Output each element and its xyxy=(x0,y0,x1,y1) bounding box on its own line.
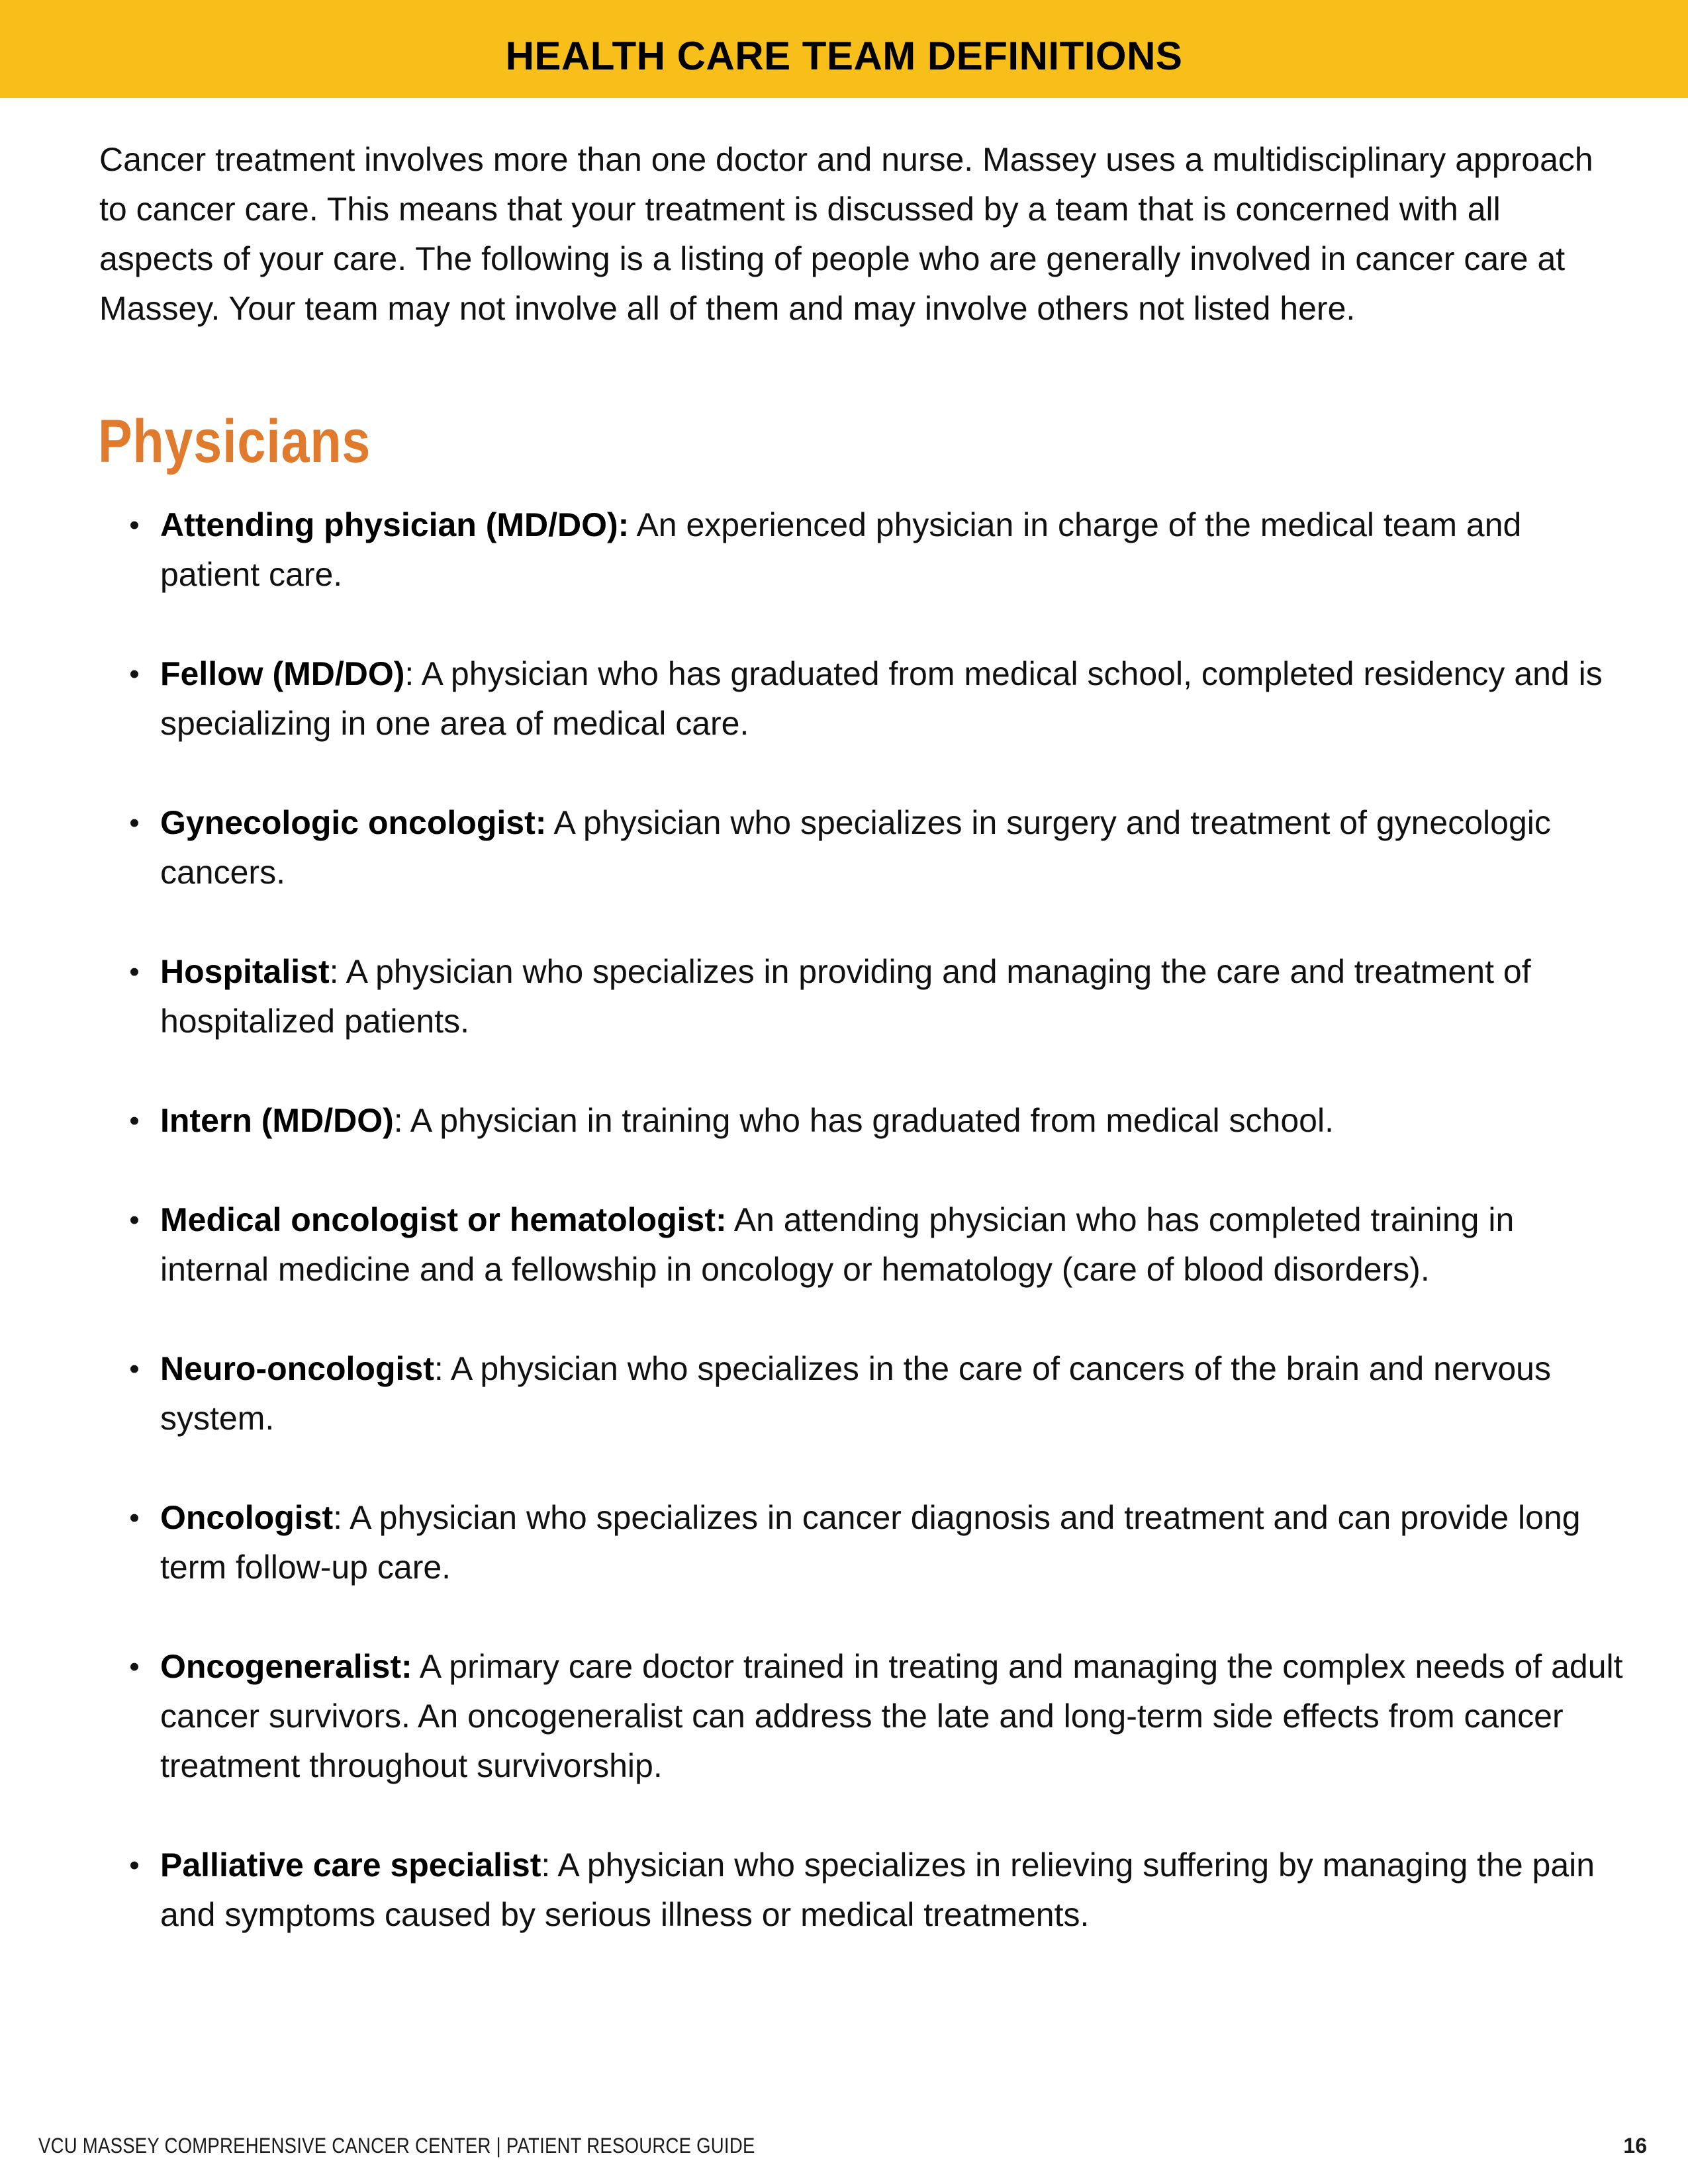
definition-text: : A physician who specializes in providing and managing the care and treatment of hospitalized patients. xyxy=(160,953,1531,1040)
page-number: 16 xyxy=(1623,2134,1647,2158)
bullet-icon: • xyxy=(129,1353,140,1385)
definition-term: Attending physician (MD/DO): xyxy=(160,506,630,543)
bullet-icon: • xyxy=(129,1849,140,1882)
definition-term: Hospitalist xyxy=(160,953,330,990)
list-item xyxy=(129,1642,1623,1791)
bullet-icon: • xyxy=(129,1204,140,1236)
list-item xyxy=(129,1493,1623,1592)
list-item xyxy=(129,1195,1623,1295)
list-item xyxy=(129,1096,1623,1146)
definition-text: : A physician in training who has graduated from medical school. xyxy=(393,1102,1334,1139)
definition-text: An attending physician who has completed training in internal medicine and a fellowship in oncology or hematology (care of blood disorders). xyxy=(160,1201,1515,1288)
definition-term: Neuro-oncologist xyxy=(160,1350,434,1387)
definition-term: Palliative care specialist xyxy=(160,1846,541,1884)
definition-text: : A physician who specializes in cancer diagnosis and treatment and can provide long term follow-up care. xyxy=(160,1499,1581,1586)
list-item xyxy=(129,1841,1623,1940)
definition-text: : A physician who has graduated from medical school, completed residency and is specializing in one area of medical care. xyxy=(160,655,1603,742)
definition-term: Oncogeneralist: xyxy=(160,1648,412,1685)
bullet-icon: • xyxy=(129,509,140,541)
definition-text: An experienced physician in charge of the medical team and patient care. xyxy=(160,506,1522,593)
definition-term: Medical oncologist or hematologist: xyxy=(160,1201,727,1238)
list-item xyxy=(129,798,1623,897)
bullet-icon: • xyxy=(129,658,140,690)
definition-term: Fellow (MD/DO) xyxy=(160,655,405,692)
section-heading-physicians: Physicians xyxy=(98,408,371,475)
definition-text: : A physician who specializes in the care of cancers of the brain and nervous system. xyxy=(160,1350,1551,1437)
definition-text: : A physician who specializes in relieving suffering by managing the pain and symptoms caused by serious illness or medical treatments. xyxy=(160,1846,1595,1933)
list-item xyxy=(129,500,1623,600)
bullet-icon: • xyxy=(129,807,140,839)
bullet-icon: • xyxy=(129,1502,140,1534)
list-item xyxy=(129,1344,1623,1443)
bullet-icon: • xyxy=(129,956,140,988)
footer-publication-title: VCU MASSEY COMPREHENSIVE CANCER CENTER | PATIENT RESOURCE GUIDE xyxy=(38,2134,755,2158)
definition-term: Gynecologic oncologist: xyxy=(160,804,547,841)
definition-text: A physician who specializes in surgery and treatment of gynecologic cancers. xyxy=(160,804,1551,891)
definition-term: Intern (MD/DO) xyxy=(160,1102,394,1139)
bullet-icon: • xyxy=(129,1105,140,1137)
definition-text: A primary care doctor trained in treating and managing the complex needs of adult cancer survivors. An oncogeneralist can address the late and long-term side effects from cancer treatment throughout survivorship. xyxy=(160,1648,1623,1784)
bullet-icon: • xyxy=(129,1651,140,1683)
list-item xyxy=(129,649,1623,749)
list-item xyxy=(129,947,1623,1046)
definition-term: Oncologist xyxy=(160,1499,334,1536)
page-title: HEALTH CARE TEAM DEFINITIONS xyxy=(505,34,1183,78)
intro-paragraph: Cancer treatment involves more than one doctor and nurse. Massey uses a multidisciplinary approach to cancer care. This means that your treatment is discussed by a team that is concerned with all aspects of your care. The following is a listing of people who are generally involved in cancer care at Massey. Your team may not involve all of them and may involve others not listed here. xyxy=(99,141,1593,327)
